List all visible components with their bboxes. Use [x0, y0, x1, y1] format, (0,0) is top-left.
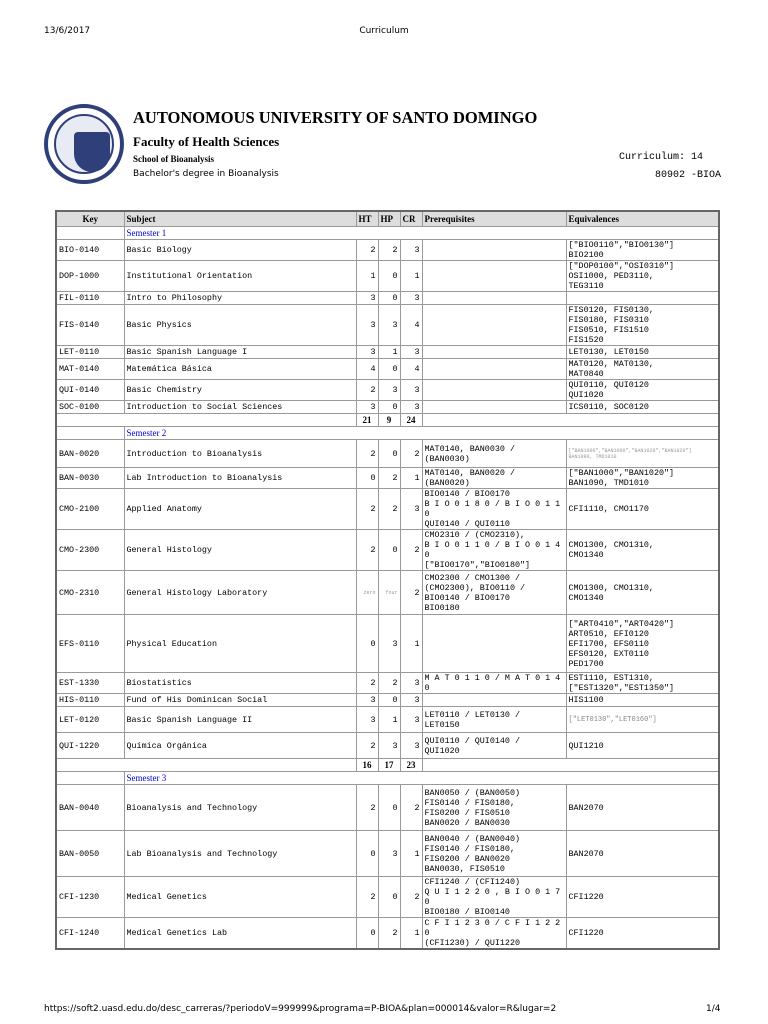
- course-ht: 0: [356, 831, 378, 877]
- table-row: [56, 918, 719, 950]
- table-row: [56, 571, 719, 615]
- course-equivalences: ["BAN1000","BAN1000","BAN1020","BAN1020"] BAN1090, TMD1010: [566, 440, 719, 468]
- course-cr: 4: [400, 359, 422, 380]
- course-prerequisites: CMO2310 / (CMO2310), B I O 0 1 1 0 / B I O 0 1 4 0 ["BIO0170","BIO0180"]: [422, 530, 566, 571]
- total-ht: 21: [356, 414, 378, 427]
- course-subject: Lab Introduction to Bioanalysis: [124, 468, 356, 489]
- course-ht: 4: [356, 359, 378, 380]
- course-subject: Basic Chemistry: [124, 380, 356, 401]
- course-equivalences: ["LET0130","LET0160"]: [566, 707, 719, 733]
- course-prerequisites: M A T 0 1 1 0 / M A T 0 1 4 0: [422, 673, 566, 694]
- print-page-number: 1/4: [706, 1004, 721, 1014]
- table-row: [56, 530, 719, 571]
- course-ht: 3: [356, 707, 378, 733]
- table-row: [56, 707, 719, 733]
- course-cr: 1: [400, 261, 422, 292]
- course-hp: 0: [378, 694, 400, 707]
- course-subject: Medical Genetics: [124, 877, 356, 918]
- course-equivalences: ["ART0410","ART0420"] ART0510, EFI0120 EFI1700, EFS0110 EFS0120, EXT0110 PED1700: [566, 615, 719, 673]
- course-key: LET-0120: [56, 707, 124, 733]
- total-ht: 16: [356, 759, 378, 772]
- total-hp: 17: [378, 759, 400, 772]
- print-url: https://soft2.uasd.edu.do/desc_carreras/?periodoV=999999&programa=P-BIOA&plan=000014&valor=R&lugar=2: [44, 1004, 557, 1014]
- course-ht: 2: [356, 877, 378, 918]
- table-row: [56, 733, 719, 759]
- course-prerequisites: [422, 359, 566, 380]
- semester-label: Semester 3: [124, 772, 719, 785]
- course-equivalences: HIS1100: [566, 694, 719, 707]
- course-subject: Basic Spanish Language II: [124, 707, 356, 733]
- table-row: [56, 673, 719, 694]
- course-subject: Matemática Básica: [124, 359, 356, 380]
- course-equivalences: BAN2070: [566, 831, 719, 877]
- university-seal-icon: [44, 104, 124, 184]
- course-ht: 3: [356, 292, 378, 305]
- course-ht: 2: [356, 733, 378, 759]
- course-ht: 3: [356, 694, 378, 707]
- course-ht: 2: [356, 673, 378, 694]
- course-key: CMO-2310: [56, 571, 124, 615]
- course-equivalences: ["BAN1000","BAN1020"] BAN1090, TMD1010: [566, 468, 719, 489]
- course-hp: 0: [378, 292, 400, 305]
- course-hp: 0: [378, 440, 400, 468]
- course-prerequisites: [422, 694, 566, 707]
- table-row: [56, 440, 719, 468]
- course-subject: Intro to Philosophy: [124, 292, 356, 305]
- course-hp: 0: [378, 359, 400, 380]
- course-key: MAT-0140: [56, 359, 124, 380]
- semester-row: [56, 227, 719, 240]
- course-ht: 0: [356, 918, 378, 950]
- course-hp: 3: [378, 305, 400, 346]
- course-ht: 2: [356, 785, 378, 831]
- course-key: EST-1330: [56, 673, 124, 694]
- course-cr: 2: [400, 785, 422, 831]
- course-hp: 1: [378, 346, 400, 359]
- course-hp: four: [378, 571, 400, 615]
- course-cr: 3: [400, 240, 422, 261]
- course-cr: 3: [400, 694, 422, 707]
- degree-name: Bachelor's degree in Bioanalysis: [133, 169, 279, 179]
- course-cr: 2: [400, 877, 422, 918]
- course-key: HIS-0110: [56, 694, 124, 707]
- table-row: [56, 877, 719, 918]
- table-row: [56, 359, 719, 380]
- course-hp: 2: [378, 240, 400, 261]
- course-prerequisites: BIO0140 / BIO0170 B I O 0 1 8 0 / B I O 0 1 1 0 QUI0140 / QUI0110: [422, 489, 566, 530]
- total-spacer: [422, 414, 719, 427]
- course-key: FIS-0140: [56, 305, 124, 346]
- course-key: CMO-2100: [56, 489, 124, 530]
- course-prerequisites: [422, 380, 566, 401]
- course-subject: Introduction to Social Sciences: [124, 401, 356, 414]
- browser-print-header: [0, 0, 768, 40]
- course-key: BAN-0020: [56, 440, 124, 468]
- course-subject: Applied Anatomy: [124, 489, 356, 530]
- course-cr: 2: [400, 571, 422, 615]
- col-subject: Subject: [124, 211, 356, 227]
- total-cr: 23: [400, 759, 422, 772]
- course-key: FIL-0110: [56, 292, 124, 305]
- course-ht: 3: [356, 346, 378, 359]
- course-prerequisites: MAT0140, BAN0030 / (BAN0030): [422, 440, 566, 468]
- col-ht: HT: [356, 211, 378, 227]
- course-subject: General Histology: [124, 530, 356, 571]
- course-subject: Basic Biology: [124, 240, 356, 261]
- course-ht: 0: [356, 615, 378, 673]
- course-ht: 2: [356, 440, 378, 468]
- course-prerequisites: [422, 261, 566, 292]
- course-cr: 3: [400, 673, 422, 694]
- course-hp: 0: [378, 530, 400, 571]
- course-key: LET-0110: [56, 346, 124, 359]
- course-hp: 0: [378, 785, 400, 831]
- table-row: [56, 489, 719, 530]
- course-cr: 3: [400, 380, 422, 401]
- course-ht: 2: [356, 489, 378, 530]
- course-hp: 2: [378, 468, 400, 489]
- total-cr: 24: [400, 414, 422, 427]
- course-hp: 0: [378, 877, 400, 918]
- course-subject: Química Orgánica: [124, 733, 356, 759]
- course-cr: 3: [400, 733, 422, 759]
- total-spacer: [56, 414, 356, 427]
- faculty-name: Faculty of Health Sciences: [133, 134, 280, 149]
- course-cr: 4: [400, 305, 422, 346]
- course-ht: 2: [356, 530, 378, 571]
- course-equivalences: CMO1300, CMO1310, CMO1340: [566, 530, 719, 571]
- course-equivalences: ICS0110, SOC0120: [566, 401, 719, 414]
- course-cr: 2: [400, 530, 422, 571]
- col-equivalences: Equivalences: [566, 211, 719, 227]
- course-subject: Medical Genetics Lab: [124, 918, 356, 950]
- university-name: AUTONOMOUS UNIVERSITY OF SANTO DOMINGO: [133, 108, 538, 127]
- semester-label: Semester 1: [124, 227, 719, 240]
- course-hp: 0: [378, 401, 400, 414]
- semester-total-row: [56, 414, 719, 427]
- course-cr: 3: [400, 401, 422, 414]
- semester-spacer: [56, 772, 124, 785]
- course-hp: 3: [378, 615, 400, 673]
- table-row: [56, 380, 719, 401]
- course-key: QUI-0140: [56, 380, 124, 401]
- total-spacer: [56, 759, 356, 772]
- course-cr: 1: [400, 918, 422, 950]
- course-hp: 2: [378, 918, 400, 950]
- course-hp: 1: [378, 707, 400, 733]
- course-prerequisites: [422, 292, 566, 305]
- course-prerequisites: QUI0110 / QUI0140 / QUI1020: [422, 733, 566, 759]
- course-prerequisites: CFI1240 / (CFI1240) Q U I 1 2 2 0 , B I O 0 1 7 0 BIO0180 / BIO0140: [422, 877, 566, 918]
- course-prerequisites: [422, 240, 566, 261]
- table-row: [56, 831, 719, 877]
- course-key: BIO-0140: [56, 240, 124, 261]
- table-row: [56, 261, 719, 292]
- course-hp: 3: [378, 733, 400, 759]
- course-cr: 2: [400, 440, 422, 468]
- course-key: QUI-1220: [56, 733, 124, 759]
- semester-row: [56, 427, 719, 440]
- course-ht: 2: [356, 240, 378, 261]
- course-subject: Bioanalysis and Technology: [124, 785, 356, 831]
- course-subject: Institutional Orientation: [124, 261, 356, 292]
- course-equivalences: CFI1220: [566, 877, 719, 918]
- course-ht: 3: [356, 305, 378, 346]
- course-prerequisites: [422, 346, 566, 359]
- table-row: [56, 401, 719, 414]
- semester-spacer: [56, 227, 124, 240]
- course-equivalences: CFI1220: [566, 918, 719, 950]
- course-key: CFI-1230: [56, 877, 124, 918]
- course-ht: 1: [356, 261, 378, 292]
- course-equivalences: CFI1110, CMO1170: [566, 489, 719, 530]
- course-prerequisites: [422, 305, 566, 346]
- course-prerequisites: [422, 401, 566, 414]
- col-prerequisites: Prerequisites: [422, 211, 566, 227]
- course-equivalences: QUI0110, QUI0120 QUI1020: [566, 380, 719, 401]
- table-row: [56, 694, 719, 707]
- course-cr: 3: [400, 707, 422, 733]
- course-key: BAN-0030: [56, 468, 124, 489]
- course-hp: 2: [378, 489, 400, 530]
- course-hp: 3: [378, 380, 400, 401]
- course-subject: Biostatistics: [124, 673, 356, 694]
- table-row: [56, 785, 719, 831]
- table-row: [56, 305, 719, 346]
- course-key: EFS-0110: [56, 615, 124, 673]
- col-key: Key: [56, 211, 124, 227]
- semester-label: Semester 2: [124, 427, 719, 440]
- course-equivalences: CMO1300, CMO1310, CMO1340: [566, 571, 719, 615]
- course-prerequisites: C F I 1 2 3 0 / C F I 1 2 2 0 (CFI1230) / QUI1220: [422, 918, 566, 950]
- course-ht: 2: [356, 380, 378, 401]
- course-cr: 1: [400, 615, 422, 673]
- course-prerequisites: BAN0040 / (BAN0040) FIS0140 / FIS0180, FIS0200 / BAN0020 BAN0030, FIS0510: [422, 831, 566, 877]
- course-prerequisites: BAN0050 / (BAN0050) FIS0140 / FIS0180, FIS0200 / FIS0510 BAN0020 / BAN0030: [422, 785, 566, 831]
- semester-spacer: [56, 427, 124, 440]
- course-cr: 3: [400, 292, 422, 305]
- curriculum-number: Curriculum: 14: [619, 152, 704, 163]
- col-hp: HP: [378, 211, 400, 227]
- course-key: SOC-0100: [56, 401, 124, 414]
- course-subject: Lab Bioanalysis and Technology: [124, 831, 356, 877]
- table-row: [56, 468, 719, 489]
- curriculum-table: [55, 210, 720, 950]
- course-key: DOP-1000: [56, 261, 124, 292]
- school-name: School of Bioanalysis: [133, 154, 215, 164]
- course-prerequisites: [422, 615, 566, 673]
- course-equivalences: EST1110, EST1310, ["EST1320","EST1350"]: [566, 673, 719, 694]
- course-subject: Introduction to Bioanalysis: [124, 440, 356, 468]
- course-equivalences: LET0130, LET0150: [566, 346, 719, 359]
- course-cr: 1: [400, 831, 422, 877]
- semester-row: [56, 772, 719, 785]
- total-spacer: [422, 759, 719, 772]
- print-date: 13/6/2017: [44, 26, 91, 36]
- course-ht: 3: [356, 401, 378, 414]
- course-equivalences: QUI1210: [566, 733, 719, 759]
- table-row: [56, 292, 719, 305]
- course-subject: Fund of His Dominican Social: [124, 694, 356, 707]
- course-prerequisites: LET0110 / LET0130 / LET0150: [422, 707, 566, 733]
- course-subject: Basic Physics: [124, 305, 356, 346]
- table-row: [56, 615, 719, 673]
- course-hp: 2: [378, 673, 400, 694]
- course-key: CFI-1240: [56, 918, 124, 950]
- course-equivalences: ["DOP0100","OSI0310"] OSI1000, PED3110, TEG3110: [566, 261, 719, 292]
- semester-total-row: [56, 759, 719, 772]
- col-cr: CR: [400, 211, 422, 227]
- course-equivalences: FIS0120, FIS0130, FIS0180, FIS0310 FIS0510, FIS1510 FIS1520: [566, 305, 719, 346]
- course-equivalences: [566, 292, 719, 305]
- course-hp: 3: [378, 831, 400, 877]
- total-hp: 9: [378, 414, 400, 427]
- table-row: [56, 240, 719, 261]
- print-title: Curriculum: [359, 26, 409, 36]
- course-prerequisites: MAT0140, BAN0020 / (BAN0020): [422, 468, 566, 489]
- table-row: [56, 346, 719, 359]
- table-header-row: [56, 211, 719, 227]
- course-key: CMO-2300: [56, 530, 124, 571]
- course-subject: Basic Spanish Language I: [124, 346, 356, 359]
- course-subject: Physical Education: [124, 615, 356, 673]
- course-equivalences: MAT0120, MAT0130, MAT0840: [566, 359, 719, 380]
- course-ht: zero: [356, 571, 378, 615]
- course-cr: 3: [400, 346, 422, 359]
- course-ht: 0: [356, 468, 378, 489]
- course-equivalences: BAN2070: [566, 785, 719, 831]
- course-subject: General Histology Laboratory: [124, 571, 356, 615]
- course-hp: 0: [378, 261, 400, 292]
- course-prerequisites: CMO2300 / CMO1300 / (CMO2300), BIO0110 / BIO0140 / BIO0170 BIO0180: [422, 571, 566, 615]
- course-cr: 3: [400, 489, 422, 530]
- program-code: 80902 -BIOA: [655, 170, 722, 181]
- course-equivalences: ["BIO0110","BIO0130"] BIO2100: [566, 240, 719, 261]
- course-cr: 1: [400, 468, 422, 489]
- course-key: BAN-0050: [56, 831, 124, 877]
- course-key: BAN-0040: [56, 785, 124, 831]
